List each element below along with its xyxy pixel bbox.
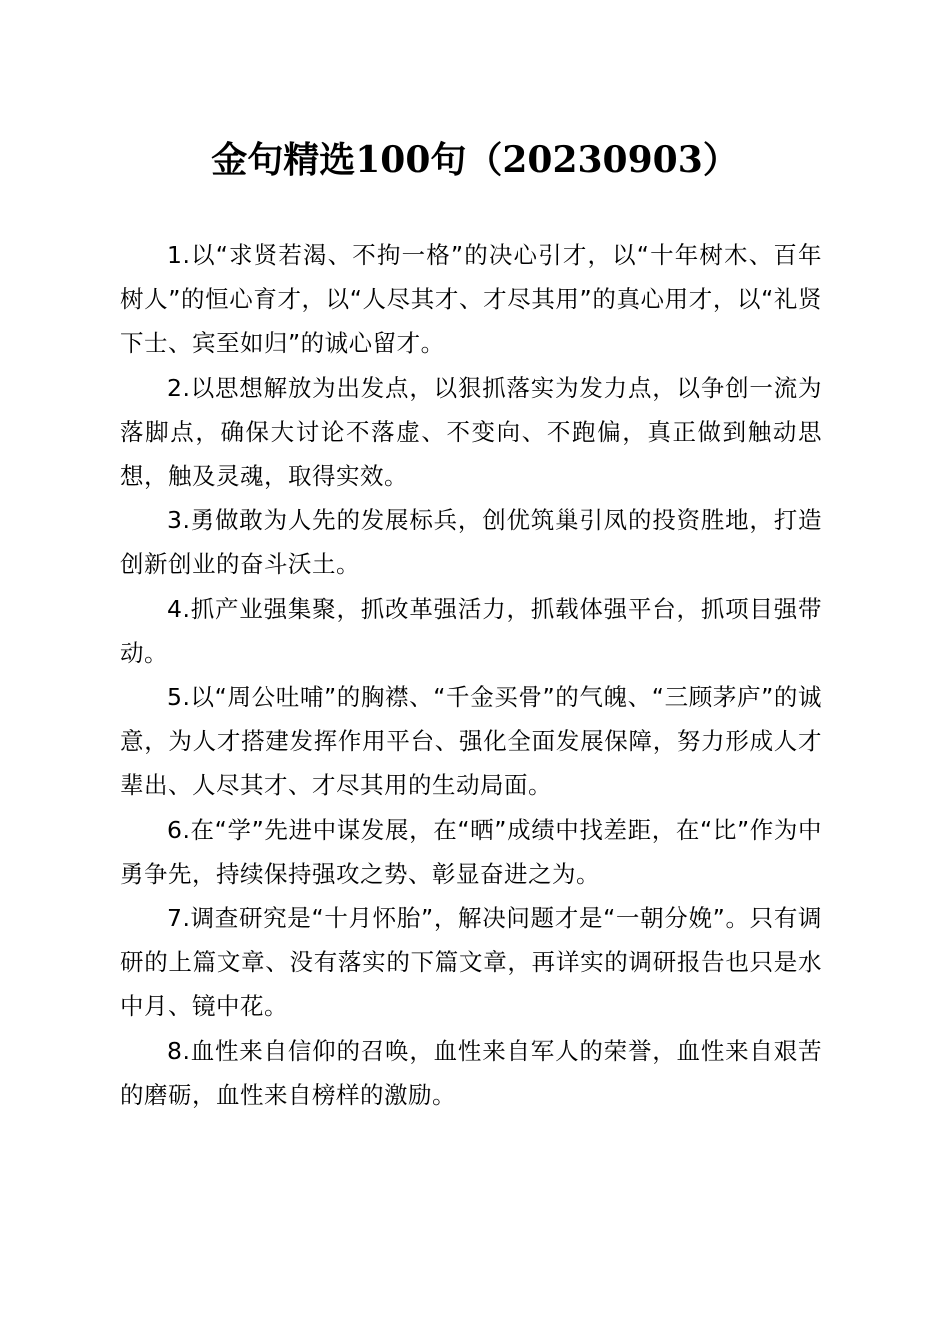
document-body xyxy=(120,233,822,1117)
paragraph-2: 2.以思想解放为出发点，以狠抓落实为发力点，以争创一流为落脚点，确保大讨论不落虚、不变向、不跑偏，真正做到触动思想，触及灵魂，取得实效。 xyxy=(120,373,822,491)
paragraph-1: 1.以“求贤若渴、不拘一格”的决心引才，以“十年树木、百年树人”的恒心育才，以“人尽其才、才尽其用”的真心用才，以“礼贤下士、宾至如归”的诚心留才。 xyxy=(120,241,822,358)
paragraph-3: 3.勇做敢为人先的发展标兵，创优筑巢引凤的投资胜地，打造创新创业的奋斗沃土。 xyxy=(120,506,822,579)
document-title: 金句精选100句（20230903） xyxy=(211,139,739,181)
paragraph-7: 7.调查研究是“十月怀胎”，解决问题才是“一朝分娩”。只有调研的上篇文章、没有落实的下篇文章，再详实的调研报告也只是水中月、镜中花。 xyxy=(120,904,822,1021)
paragraph-8: 8.血性来自信仰的召唤，血性来自军人的荣誉，血性来自艰苦的磨砺，血性来自榜样的激励。 xyxy=(120,1036,822,1109)
paragraph-4: 4.抓产业强集聚，抓改革强活力，抓载体强平台，抓项目强带动。 xyxy=(120,594,822,667)
paragraph-5: 5.以“周公吐哺”的胸襟、“千金买骨”的气魄、“三顾茅庐”的诚意，为人才搭建发挥作用平台、强化全面发展保障，努力形成人才辈出、人尽其才、才尽其用的生动局面。 xyxy=(120,683,822,800)
paragraph-6: 6.在“学”先进中谋发展，在“晒”成绩中找差距，在“比”作为中勇争先，持续保持强攻之势、彰显奋进之为。 xyxy=(120,815,822,888)
